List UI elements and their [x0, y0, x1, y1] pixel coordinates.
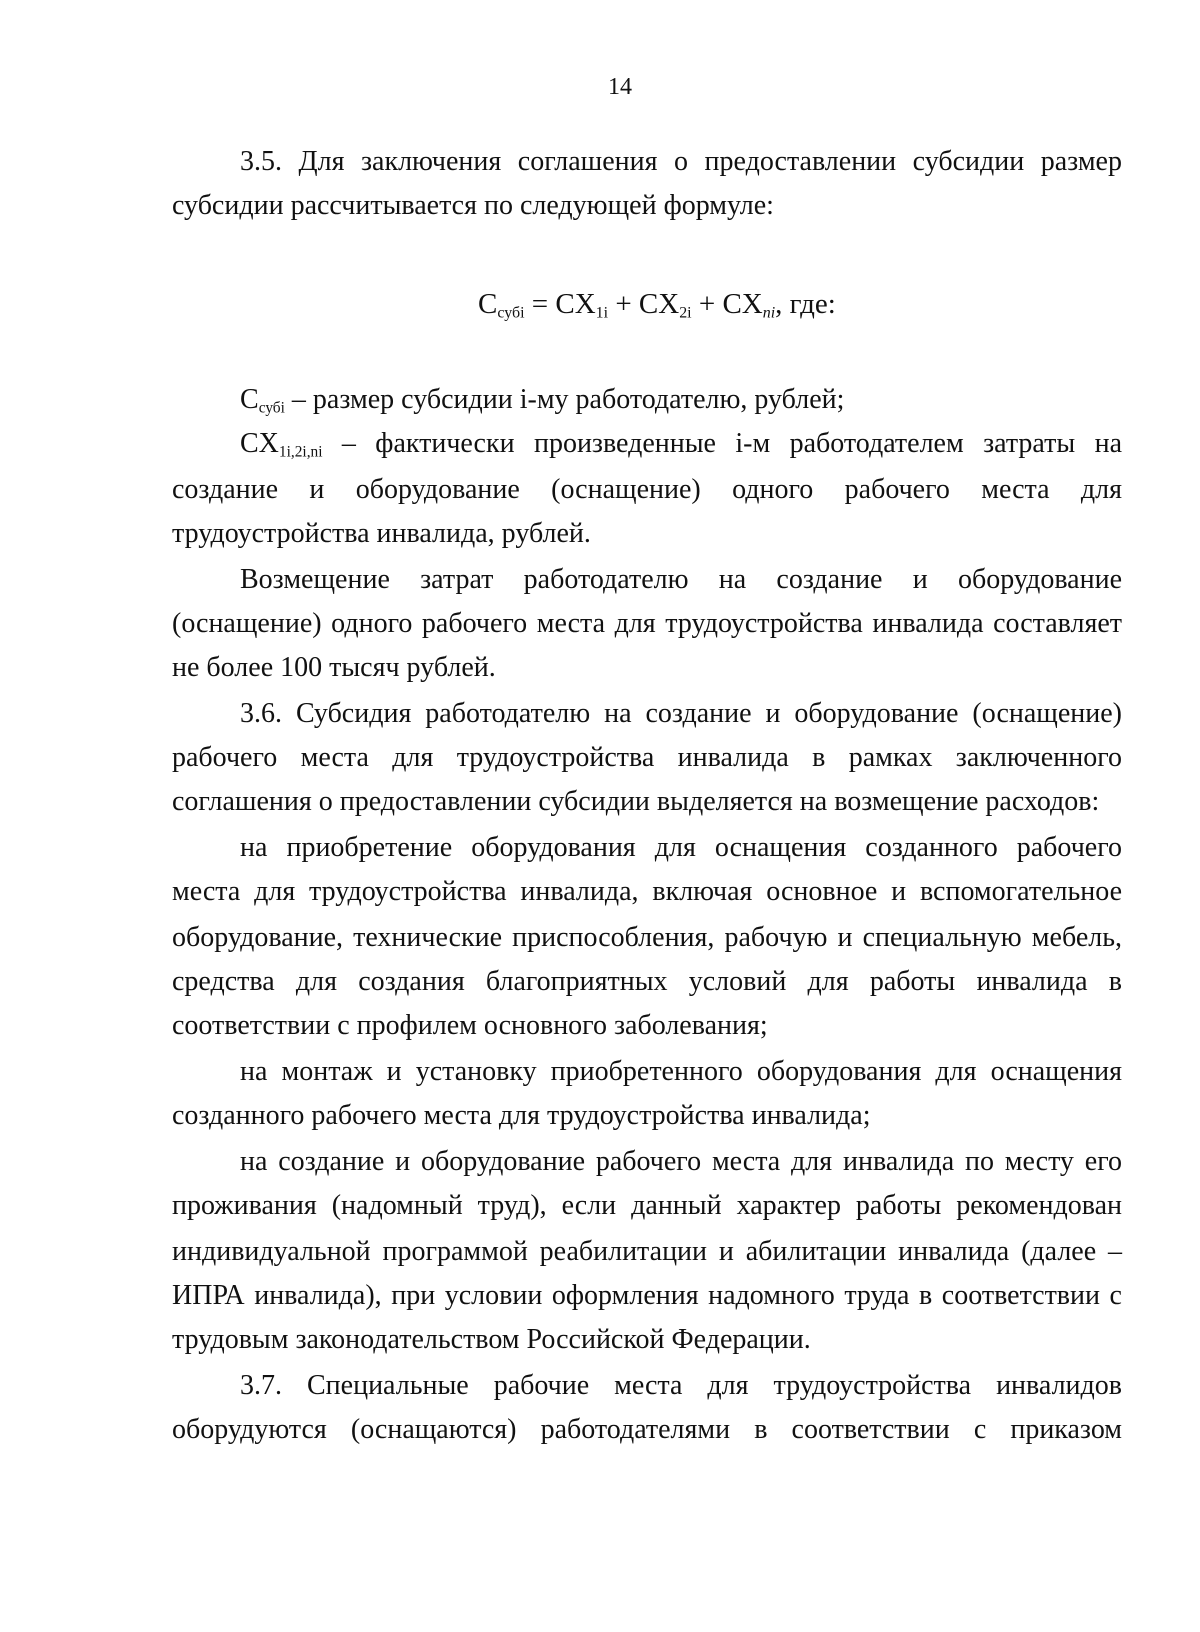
formula-eq: = CX: [524, 288, 596, 320]
reimb-line-1: Возмещение затрат работодателю на создание и оборудование: [240, 564, 1122, 595]
formula-plus-1: + CX: [608, 288, 680, 320]
p36-line-1: 3.6. Субсидия работодателю на создание и оборудование (оснащение): [240, 698, 1122, 729]
def1-text: – размер субсидии i-му работодателю, рублей;: [284, 384, 845, 415]
p36-line-3: соглашения о предоставлении субсидии выделяется на возмещение расходов:: [172, 786, 1100, 817]
p35-line-2: субсидии рассчитывается по следующей формуле:: [172, 190, 774, 221]
def2-text: – фактически произведенные i-м работодателем затраты на: [322, 428, 1122, 459]
item3-line-1: на создание и оборудование рабочего места для инвалида по месту его: [240, 1146, 1122, 1177]
p36-line-2: рабочего места для трудоустройства инвалида в рамках заключенного: [172, 742, 1122, 773]
def-subsidy-line: [240, 382, 1122, 418]
subsidy-formula: [478, 288, 836, 321]
formula-lhs: C: [478, 288, 498, 320]
item3-line-4: ИПРА инвалида), при условии оформления надомного труда в соответствии с: [172, 1280, 1122, 1311]
item3-line-5: трудовым законодательством Российской Федерации.: [172, 1324, 811, 1355]
item1-line-3: оборудование, технические приспособления, рабочую и специальную мебель,: [172, 922, 1122, 953]
def1-sub: субi: [258, 399, 285, 417]
item3-line-3: индивидуальной программой реабилитации и абилитации инвалида (далее –: [172, 1236, 1122, 1267]
formula-sub-3: ni: [762, 304, 776, 322]
p37-line-2: оборудуются (оснащаются) работодателями в соответствии с приказом: [172, 1414, 1122, 1445]
item1-line-2: места для трудоустройства инвалида, включая основное и вспомогательное: [172, 876, 1122, 907]
reimb-line-2: (оснащение) одного рабочего места для трудоустройства инвалида составляет: [172, 608, 1122, 639]
def-costs-line-1: [240, 426, 1122, 462]
def-costs-line-2: создание и оборудование (оснащение) одного рабочего места для: [172, 474, 1122, 505]
item2-line-1: на монтаж и установку приобретенного оборудования для оснащения: [240, 1056, 1122, 1087]
formula-sub-2: 2i: [679, 304, 692, 322]
formula-tail: , где:: [775, 288, 836, 320]
p35-line-1: 3.5. Для заключения соглашения о предоставлении субсидии размер: [240, 146, 1122, 177]
formula-lhs-sub: суб: [497, 304, 521, 322]
reimb-line-3: не более 100 тысяч рублей.: [172, 652, 496, 683]
def1-symbol: C: [240, 384, 259, 415]
item2-line-2: созданного рабочего места для трудоустройства инвалида;: [172, 1100, 871, 1131]
def2-symbol: CX: [240, 428, 279, 459]
item1-line-1: на приобретение оборудования для оснащения созданного рабочего: [240, 832, 1122, 863]
formula-lhs-sub-i: i: [520, 304, 525, 322]
formula-plus-2: + CX: [691, 288, 763, 320]
page-number: 14: [608, 74, 632, 100]
formula-sub-1: 1i: [595, 304, 609, 322]
def-costs-line-3: трудоустройства инвалида, рублей.: [172, 518, 591, 549]
def2-sub: 1i,2i,ni: [278, 443, 323, 461]
p37-line-1: 3.7. Специальные рабочие места для трудоустройства инвалидов: [240, 1370, 1122, 1401]
item1-line-4: средства для создания благоприятных условий для работы инвалида в: [172, 966, 1122, 997]
item3-line-2: проживания (надомный труд), если данный характер работы рекомендован: [172, 1190, 1122, 1221]
item1-line-5: соответствии с профилем основного заболевания;: [172, 1010, 768, 1041]
